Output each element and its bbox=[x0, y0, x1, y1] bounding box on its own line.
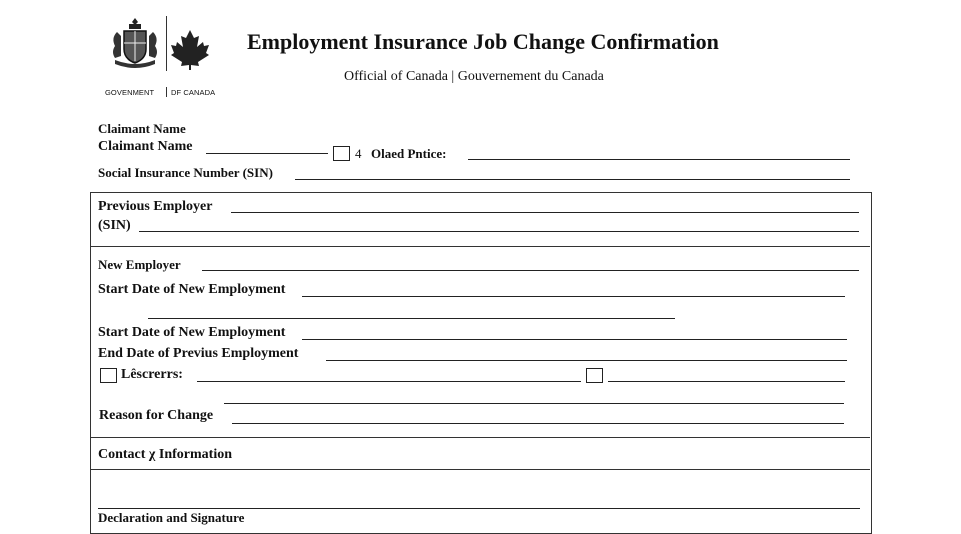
declaration-field[interactable] bbox=[98, 508, 860, 509]
new-employer-label: New Employer bbox=[98, 257, 181, 272]
coat-of-arms-icon bbox=[107, 16, 163, 72]
reason-extra-field[interactable] bbox=[224, 403, 844, 404]
claimant-checkbox[interactable] bbox=[333, 146, 350, 161]
extra-line-field[interactable] bbox=[148, 318, 675, 319]
divider bbox=[90, 469, 870, 470]
previous-sin-label: (SIN) bbox=[98, 218, 131, 233]
sin-label: Social Insurance Number (SIN) bbox=[98, 165, 273, 180]
sin-field[interactable] bbox=[295, 179, 850, 180]
declaration-label: Declaration and Signature bbox=[98, 510, 245, 525]
logo-text-right: DF CANADA bbox=[171, 88, 216, 97]
option-checkbox[interactable] bbox=[100, 368, 117, 383]
claimant-name-heading: Claimant Name bbox=[98, 121, 186, 136]
option-field-2[interactable] bbox=[608, 381, 845, 382]
end-date-label: End Date of Previus Employment bbox=[98, 346, 299, 361]
government-logo bbox=[100, 14, 225, 97]
option-field[interactable] bbox=[197, 381, 581, 382]
divider bbox=[90, 437, 870, 438]
dated-notice-field[interactable] bbox=[468, 159, 850, 160]
contact-information-label: Contact χ Information bbox=[98, 447, 233, 462]
reason-field[interactable] bbox=[232, 423, 844, 424]
logo-text-left: GOVENMENT bbox=[105, 88, 155, 97]
previous-sin-field[interactable] bbox=[139, 231, 859, 232]
start-date-label-2: Start Date of New Employment bbox=[98, 325, 286, 340]
start-date-field[interactable] bbox=[302, 296, 845, 297]
checkbox-number: 4 bbox=[355, 146, 362, 161]
start-date-label: Start Date of New Employment bbox=[98, 282, 286, 297]
start-date-field-2[interactable] bbox=[302, 339, 847, 340]
claimant-name-label: Claimant Name bbox=[98, 139, 193, 154]
previous-employer-label: Previous Employer bbox=[98, 199, 213, 214]
form-title: Employment Insurance Job Change Confirmation bbox=[247, 29, 719, 54]
option-checkbox-2[interactable] bbox=[586, 368, 603, 383]
previous-employer-field[interactable] bbox=[231, 212, 859, 213]
form-subtitle: Official of Canada | Gouvernement du Canada bbox=[344, 69, 604, 84]
form-box bbox=[90, 192, 872, 534]
claimant-name-field[interactable] bbox=[206, 153, 328, 154]
maple-leaf-icon bbox=[170, 28, 210, 70]
divider bbox=[90, 246, 870, 247]
new-employer-field[interactable] bbox=[202, 270, 859, 271]
reason-label: Reason for Change bbox=[99, 408, 214, 423]
end-date-field[interactable] bbox=[326, 360, 847, 361]
dated-notice-label: Olaed Pntice: bbox=[371, 146, 447, 161]
option-checkbox-label: Lêscrerrs: bbox=[121, 367, 183, 382]
